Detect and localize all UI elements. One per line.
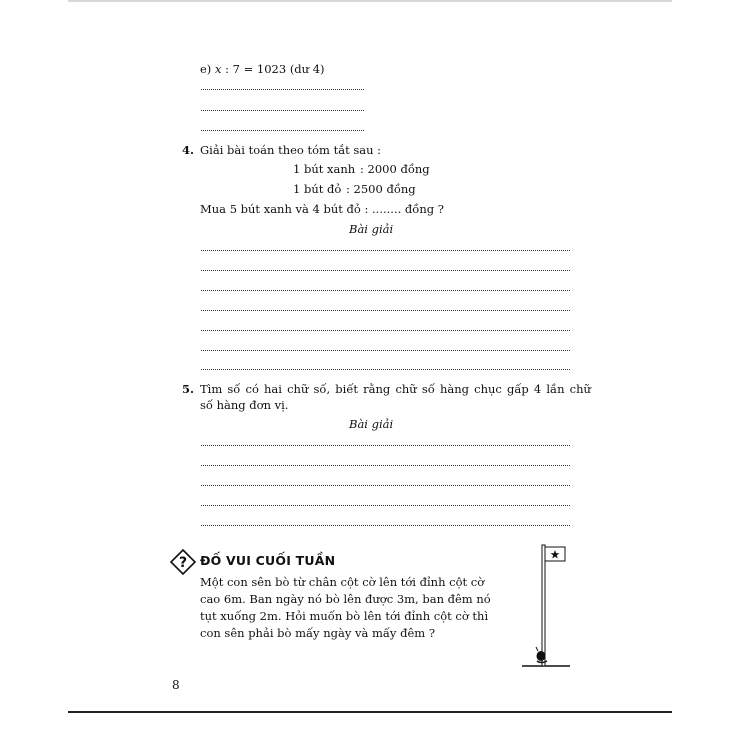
answer-line[interactable] [201, 310, 570, 311]
question-mark-glyph: ? [178, 555, 188, 571]
answer-line[interactable] [201, 110, 364, 111]
puzzle-line: cao 6m. Ban ngày nó bò lên được 3m, ban đêm nó [200, 592, 491, 606]
puzzle-title: ĐỐ VUI CUỐI TUẦN [200, 553, 336, 568]
answer-line[interactable] [201, 290, 570, 291]
solution-heading: Bài giải [349, 222, 394, 236]
answer-line[interactable] [201, 270, 570, 271]
bottom-border [68, 711, 672, 713]
top-border [68, 0, 672, 2]
exercise-5-prompt-line2: số hàng đơn vị. [200, 398, 289, 412]
exercise-e [200, 62, 325, 76]
answer-line[interactable] [201, 505, 570, 506]
solution-heading: Bài giải [349, 417, 394, 431]
answer-line[interactable] [201, 350, 570, 351]
flagpole-snail-illustration [518, 543, 574, 671]
puzzle-line: con sên phải bò mấy ngày và mấy đêm ? [200, 626, 435, 640]
puzzle-line: tụt xuống 2m. Hỏi muốn bò lên tới đỉnh cột cờ thì [200, 609, 489, 623]
exercise-5-number: 5. [182, 382, 195, 396]
puzzle-line: Một con sên bò từ chân cột cờ lên tới đỉnh cột cờ [200, 575, 485, 589]
exercise-e-equation: : 7 = 1023 (dư 4) [221, 62, 325, 76]
exercise-5-prompt-line1: Tìm số có hai chữ số, biết rằng chữ số hàng chục gấp 4 lần chữ [200, 382, 591, 396]
summary-price-red-pen: : 2500 đồng [346, 182, 416, 196]
variable-x: x [214, 62, 222, 76]
exercise-4-question: Mua 5 bút xanh và 4 bút đỏ : ........ đồng ? [200, 202, 444, 216]
summary-price-blue-pen: : 2000 đồng [360, 162, 430, 176]
question-diamond-icon [170, 549, 196, 575]
summary-item-red-pen: 1 bút đỏ [293, 182, 342, 196]
answer-line[interactable] [201, 445, 570, 446]
answer-line[interactable] [201, 250, 570, 251]
answer-line[interactable] [201, 89, 364, 90]
answer-line[interactable] [201, 465, 570, 466]
summary-item-blue-pen: 1 bút xanh [293, 162, 356, 176]
exercise-4-number: 4. [182, 143, 195, 157]
page-number: 8 [172, 678, 180, 692]
answer-line[interactable] [201, 485, 570, 486]
flag-icon [545, 547, 565, 561]
answer-line[interactable] [201, 330, 570, 331]
exercise-4-prompt: Giải bài toán theo tóm tắt sau : [200, 143, 382, 157]
pole [542, 545, 545, 666]
answer-line[interactable] [201, 525, 570, 526]
answer-line[interactable] [201, 130, 364, 131]
answer-line[interactable] [201, 369, 570, 370]
exercise-e-label: e) [200, 62, 212, 76]
